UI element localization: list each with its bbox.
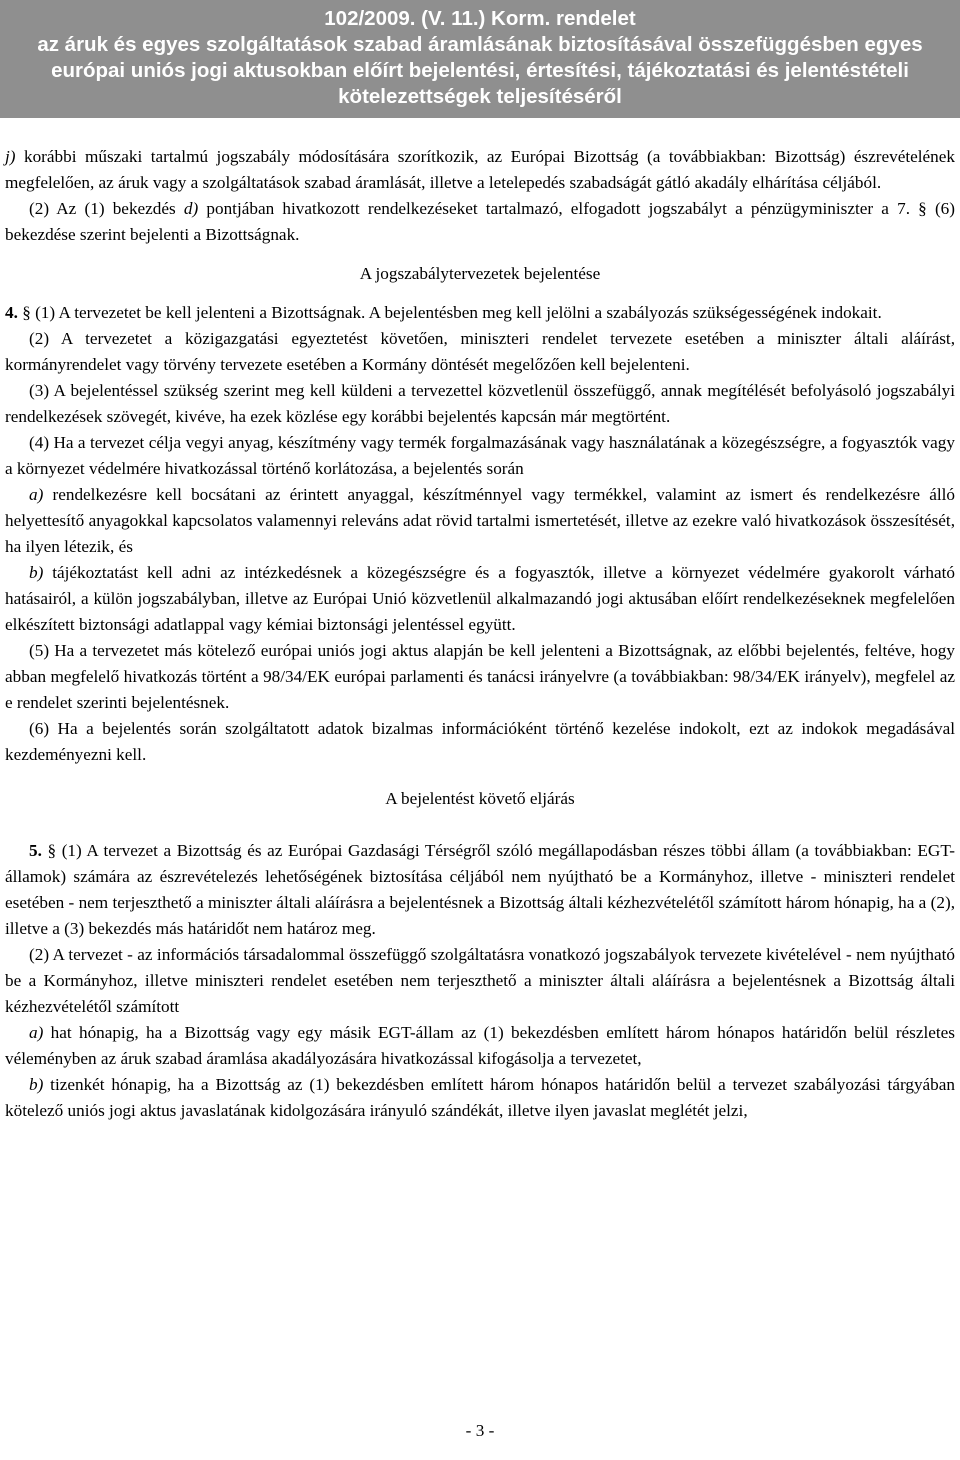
- section-4-paragraph-6: (6) Ha a bejelentés során szolgáltatott adatok bizalmas információként történő kezelése indokolt, ezt az indokok megadásával kezdeményezni kell.: [5, 719, 955, 764]
- document-header: [0, 0, 960, 118]
- point-label-b: b): [29, 1075, 44, 1094]
- point-label-a: a): [29, 1023, 44, 1042]
- section-4-paragraph-3: (3) A bejelentéssel szükség szerint meg kell küldeni a tervezettel közvetlenül összefüggő, annak megítélését befolyásoló jogszabályi rendelkezések szövegét, kivéve, ha ezek közlése egy korábbi bejelentés kapcsán már megtörtént.: [5, 381, 955, 426]
- paragraph-j-text: korábbi műszaki tartalmú jogszabály módosítására szorítkozik, az Európai Bizottság (a továbbiakban: Bizottság) észrevételének megfelelően, az áruk vagy a szolgáltatások szabad áramlását, illetve a letelepedés szabadságát gátló akadály elhárítása céljából.: [5, 147, 955, 192]
- section-5-paragraph-1: [5, 838, 955, 942]
- section-5-paragraph-2: (2) A tervezet - az információs társadalommal összefüggő szolgáltatásra vonatkozó jogszabályok tervezete kivételével - nem nyújtható be a Kormányhoz, illetve miniszteri rendelet esetében nem terjeszthető a miniszter általi aláírásra a bejelentésnek a Bizottság általi kézhezvételétől számított: [5, 945, 955, 1016]
- section-5-point-a-text: hat hónapig, ha a Bizottság vagy egy másik EGT-állam az (1) bekezdésben említett három hónapos határidőn belül részletes véleményben az áruk szabad áramlása akadályozására hivatkozással kifogásolja a tervezetet,: [5, 1023, 955, 1068]
- section-5-point-b-text: tizenkét hónapig, ha a Bizottság az (1) bekezdésben említett három hónapos határidőn belül a tervezet szabályozási tárgyában kötelező uniós jogi aktus javaslatának kidolgozására irányuló szándékát, illetve ilyen javaslat meglétét jelzi,: [5, 1075, 955, 1120]
- point-label-a: a): [29, 485, 44, 504]
- section-4-point-a-text: rendelkezésre kell bocsátani az érintett anyaggal, készítménnyel vagy termékkel, valamint az ismert és rendelkezésre álló helyettesítő anyagokkal kapcsolatos valamennyi releváns adat rövid tartalmi ismertetését, illetve az ezekre való hivatkozások összesítését, ha ilyen létezik, és: [5, 485, 955, 556]
- section-heading-1: A jogszabálytervezetek bejelentése: [359, 264, 601, 283]
- section-4-paragraph-1-text: § (1) A tervezetet be kell jelenteni a Bizottságnak. A bejelentésben meg kell jelölni a szabályozás szükségességének indokait.: [17, 303, 882, 322]
- section-4-number: 4.: [5, 303, 18, 322]
- document-body: [5, 144, 955, 1124]
- header-title-line-1: 102/2009. (V. 11.) Korm. rendelet: [324, 7, 636, 30]
- section-5-point-a: [5, 1020, 955, 1072]
- paragraph-3-2-text-a: (2) Az (1) bekezdés: [29, 199, 184, 218]
- section-5-point-b: [5, 1072, 955, 1124]
- section-4-paragraph-1: [5, 300, 955, 326]
- point-label-d: d): [183, 199, 199, 218]
- point-label-b: b): [29, 563, 44, 582]
- section-4-paragraph-2: (2) A tervezetet a közigazgatási egyeztetést követően, miniszteri rendelet tervezete esetében a miniszter általi aláírást, kormányrendelet vagy törvény tervezete esetében a Kormány döntését megelőzően kell bejelenteni.: [5, 329, 955, 374]
- section-heading-2: A bejelentést követő eljárás: [385, 789, 575, 808]
- header-title-line-3: európai uniós jogi aktusokban előírt bejelentési, értesítési, tájékoztatási és jelentéstételi: [51, 59, 909, 82]
- section-4-paragraph-4: (4) Ha a tervezet célja vegyi anyag, készítmény vagy termék forgalmazásának vagy használatának a közegészségre, a fogyasztók vagy a környezet védelmére hivatkozással történő korlátozása, a bejelentés során: [5, 433, 955, 478]
- section-4-point-b: [5, 560, 955, 638]
- paragraph-3-2-text-b: pontjában hivatkozott rendelkezéseket tartalmazó, elfogadott jogszabályt a pénzügyminiszter a 7. § (6) bekezdése szerint bejelenti a Bizottságnak.: [5, 199, 955, 244]
- section-4-point-b-text: tájékoztatást kell adni az intézkedésnek a közegészségre és a fogyasztók, illetve a környezet védelmére gyakorolt várható hatásairól, a külön jogszabályban, illetve az Európai Unió közvetlenül alkalmazandó jogi aktusában előírt rendelkezéseknek megfelelően elkészített biztonsági adatlappal vagy kémiai biztonsági jelentéssel együtt.: [5, 563, 955, 634]
- section-4-paragraph-5: (5) Ha a tervezetet más kötelező európai uniós jogi aktus alapján be kell jelenteni a Bizottságnak, az előbbi bejelentés, feltéve, hogy abban megfelelő hivatkozás történt a 98/34/EK európai parlamenti és tanácsi irányelvre (a továbbiakban: 98/34/EK irányelv), megfelel az e rendelet szerinti bejelentésnek.: [5, 641, 955, 712]
- point-label-j: j): [5, 147, 16, 166]
- section-4-point-a: [5, 482, 955, 560]
- page-number: - 3 -: [465, 1421, 495, 1440]
- header-title-line-4: kötelezettségek teljesítéséről: [338, 85, 622, 108]
- header-title-line-2: az áruk és egyes szolgáltatások szabad áramlásának biztosításával összefüggésben egyes: [37, 33, 923, 56]
- paragraph-3-2: [5, 196, 955, 248]
- paragraph-j: [5, 144, 955, 196]
- section-5-paragraph-1-text: § (1) A tervezet a Bizottság és az Európai Gazdasági Térségről szóló megállapodásban részes többi állam (a továbbiakban: EGT-államok) számára az észrevételezés lehetőségének biztosítása céljából nem nyújtható be a Kormányhoz, illetve - miniszteri rendelet esetében - nem terjeszthető a miniszter általi aláírásra a bejelentésnek a Bizottság általi kézhezvételétől számított három hónapig, ha a (2), illetve a (3) bekezdés más határidőt nem határoz meg.: [5, 841, 955, 938]
- section-5-number: 5.: [29, 841, 42, 860]
